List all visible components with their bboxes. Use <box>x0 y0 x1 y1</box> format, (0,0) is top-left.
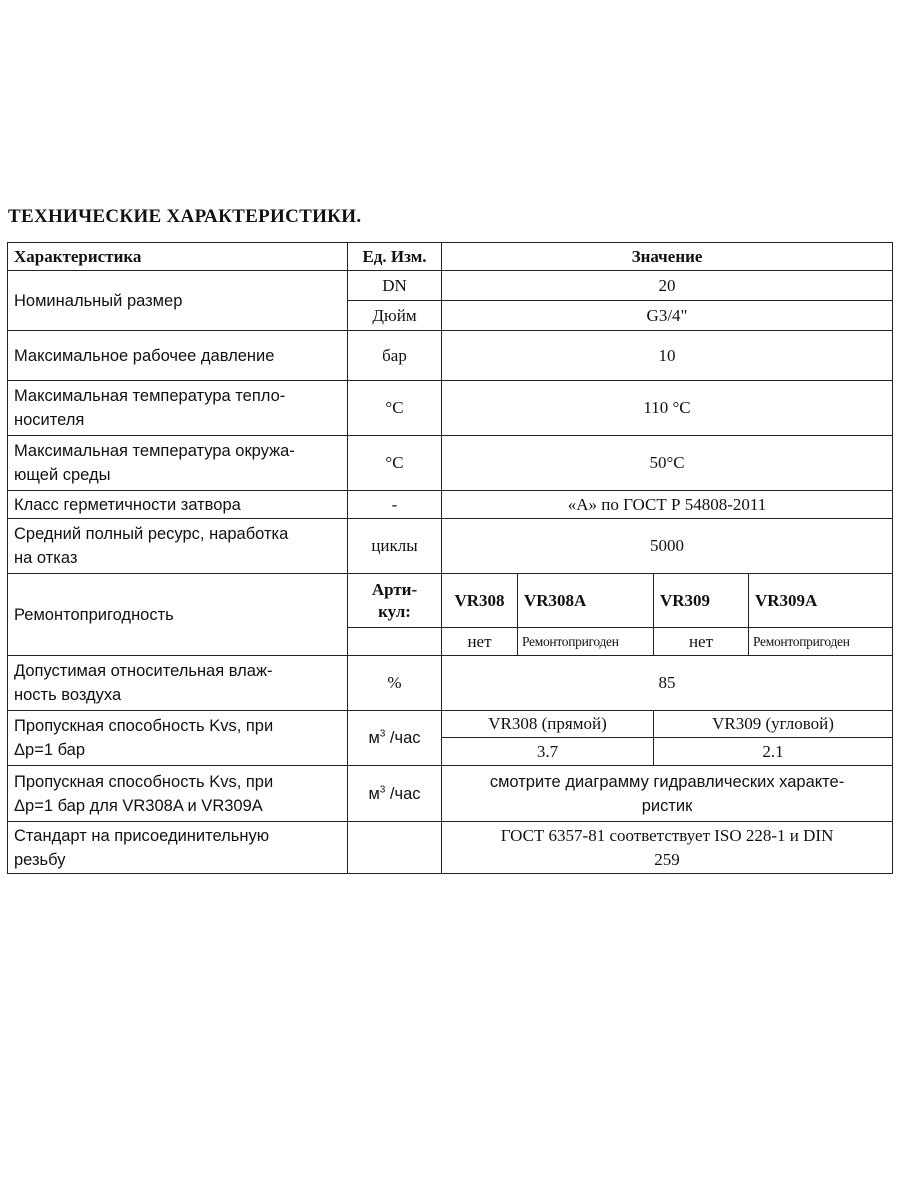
row-label-thread <box>8 822 348 874</box>
value-line: ристик <box>641 796 693 815</box>
value-pressure: 10 <box>442 331 893 381</box>
kvs-value-straight: 3.7 <box>442 738 654 766</box>
label-line: Арти- <box>371 579 418 599</box>
kvs-value-angle: 2.1 <box>654 738 893 766</box>
unit-dn: DN <box>348 271 442 301</box>
row-label-kvs-a <box>8 766 348 822</box>
value-line: 259 <box>654 849 680 869</box>
model-vr309: VR309 <box>654 574 749 628</box>
article-label <box>348 574 442 628</box>
table-row <box>8 491 893 519</box>
label-line: Пропускная способность Kvs, при <box>14 772 274 791</box>
table-header-row <box>8 243 893 271</box>
label-line: ющей среды <box>14 466 111 484</box>
value-tightness: «А» по ГОСТ Р 54808-2011 <box>442 491 893 519</box>
kvs-type-angle: VR309 (угловой) <box>654 711 893 738</box>
label-line: Δр=1 бар <box>14 741 86 759</box>
table-row <box>8 436 893 491</box>
model-vr308a: VR308A <box>518 574 654 628</box>
row-label-max-temp-fluid <box>8 381 348 436</box>
label-line: на отказ <box>14 549 78 567</box>
table-row <box>8 381 893 436</box>
kvs-type-straight: VR308 (прямой) <box>442 711 654 738</box>
unit-pressure: бар <box>348 331 442 381</box>
table-row <box>8 519 893 574</box>
value-humidity: 85 <box>442 656 893 711</box>
label-line: Δр=1 бар для VR308A и VR309A <box>14 796 263 815</box>
label-line: Пропускная способность Kvs, при <box>14 717 274 735</box>
header-value: Значение <box>442 243 893 271</box>
repair-vr309: нет <box>654 628 749 656</box>
label-line: Максимальная температура окружа- <box>14 442 295 460</box>
value-line: ГОСТ 6357-81 соответствует ISO 228-1 и DIN <box>500 825 834 845</box>
unit-suffix: /час <box>385 729 421 747</box>
unit-humidity: % <box>348 656 442 711</box>
table-row <box>8 822 893 874</box>
unit-suffix: /час <box>385 784 421 803</box>
table-row <box>8 656 893 711</box>
unit-kvs-a <box>348 766 442 822</box>
value-thread <box>442 822 893 874</box>
label-line: Максимальная температура тепло- <box>14 387 286 405</box>
value-dn: 20 <box>442 271 893 301</box>
repair-vr308a: Ремонтопригоден <box>518 628 654 656</box>
label-line: носителя <box>14 411 85 429</box>
table-row <box>8 331 893 381</box>
unit-kvs <box>348 711 442 766</box>
row-label-repairability: Ремонтопригодность <box>8 574 348 656</box>
unit-base: м <box>368 784 380 803</box>
value-temp-env: 50°С <box>442 436 893 491</box>
value-line: смотрите диаграмму гидравлических характе- <box>489 772 845 791</box>
table-row <box>8 766 893 822</box>
row-label-max-temp-env <box>8 436 348 491</box>
row-label-humidity <box>8 656 348 711</box>
unit-temp-fluid: °С <box>348 381 442 436</box>
table-row <box>8 711 893 738</box>
label-line: резьбу <box>14 850 66 869</box>
spec-table <box>7 242 893 874</box>
header-characteristic: Характеристика <box>8 243 348 271</box>
label-line: Средний полный ресурс, наработка <box>14 525 289 543</box>
repair-vr309a: Ремонтопригоден <box>749 628 893 656</box>
row-label-nominal-size: Номинальный размер <box>8 271 348 331</box>
label-line: кул: <box>378 601 411 621</box>
row-label-resource <box>8 519 348 574</box>
unit-base: м <box>368 729 380 747</box>
model-vr308: VR308 <box>442 574 518 628</box>
row-label-tightness: Класс герметичности затвора <box>8 491 348 519</box>
row-label-kvs <box>8 711 348 766</box>
header-unit: Ед. Изм. <box>348 243 442 271</box>
page-title: ТЕХНИЧЕСКИЕ ХАРАКТЕРИСТИКИ. <box>8 206 362 227</box>
label-line: Допустимая относительная влаж- <box>14 662 273 680</box>
value-resource: 5000 <box>442 519 893 574</box>
row-label-max-pressure: Максимальное рабочее давление <box>8 331 348 381</box>
value-kvs-a <box>442 766 893 822</box>
label-line: Стандарт на присоединительную <box>14 826 270 845</box>
unit-temp-env: °С <box>348 436 442 491</box>
table-row <box>8 574 893 628</box>
label-line: ность воздуха <box>14 686 122 704</box>
model-vr309a: VR309A <box>749 574 893 628</box>
unit-inch: Дюйм <box>348 301 442 331</box>
value-inch: G3/4" <box>442 301 893 331</box>
unit-sup: 3 <box>379 728 386 740</box>
unit-tightness: - <box>348 491 442 519</box>
table-row <box>8 271 893 301</box>
unit-resource: циклы <box>348 519 442 574</box>
unit-repairability-empty <box>348 628 442 656</box>
repair-vr308: нет <box>442 628 518 656</box>
unit-sup: 3 <box>379 784 386 795</box>
unit-thread <box>348 822 442 874</box>
value-temp-fluid: 110 °С <box>442 381 893 436</box>
